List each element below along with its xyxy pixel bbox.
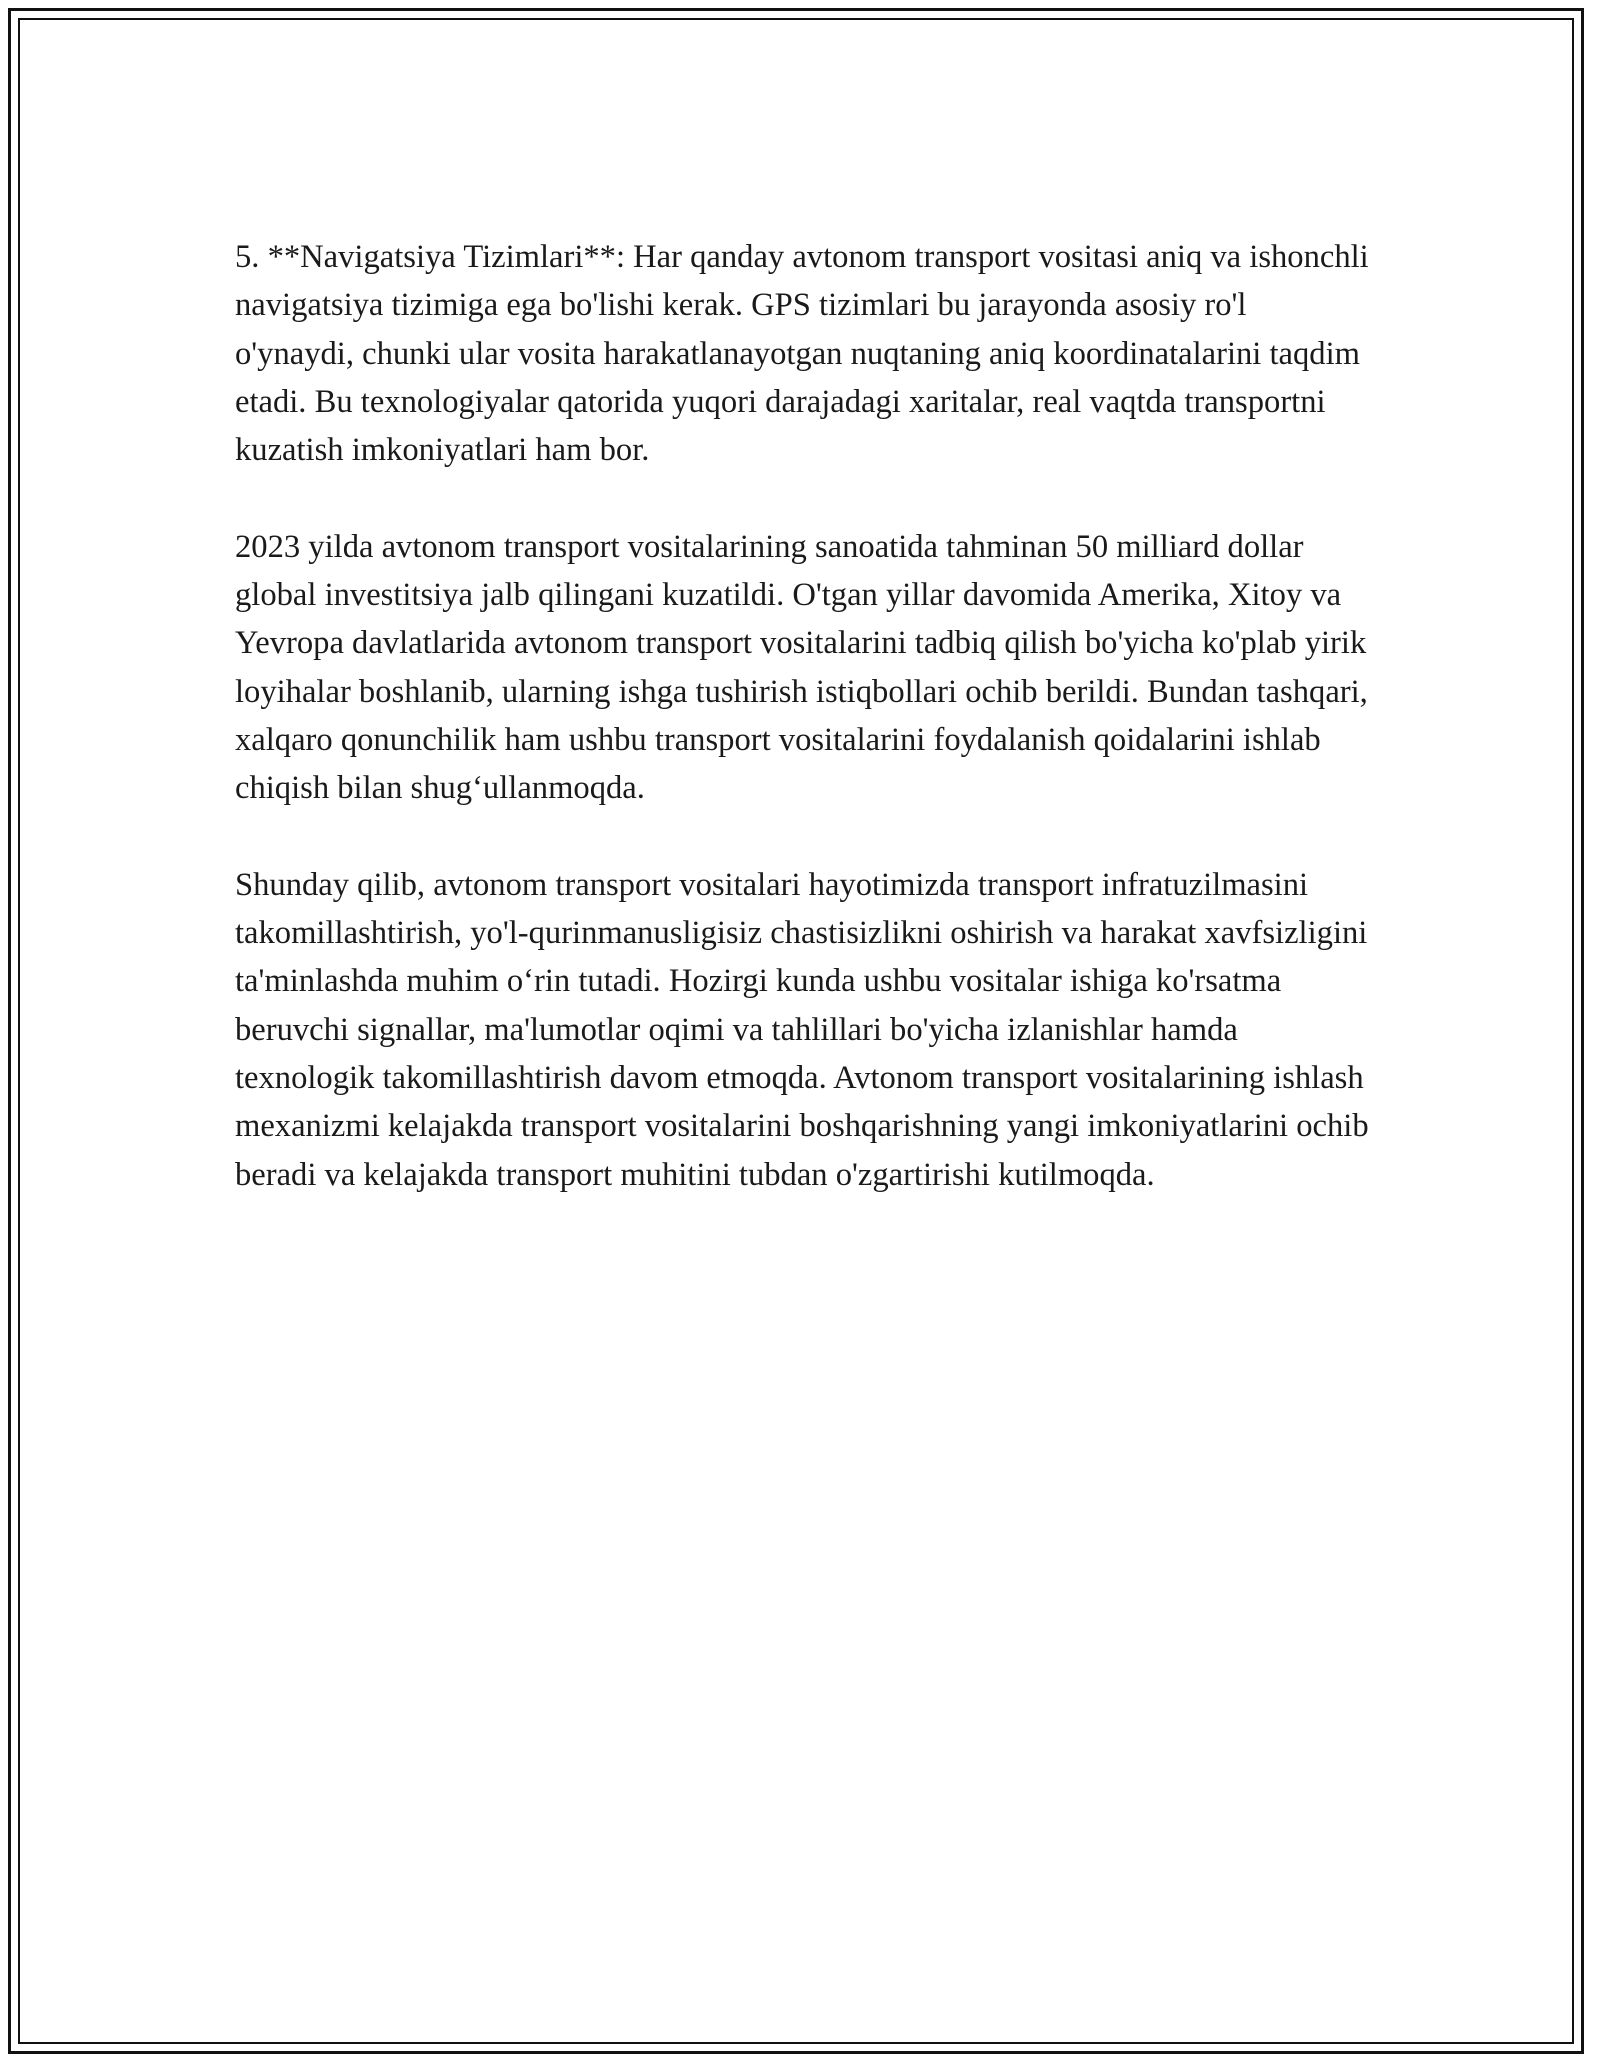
document-body (235, 233, 1370, 1247)
paragraph-investment-2023: 2023 yilda avtonom transport vositalarining sanoatida tahminan 50 milliard dollar global investitsiya jalb qilingani kuzatildi. O'tgan yillar davomida Amerika, Xitoy va Yevropa davlatlarida avtonom transport vositalarini tadbiq qilish bo'yicha ko'plab yirik loyihalar boshlanib, ularning ishga tushirish istiqbollari ochib berildi. Bundan tashqari, xalqaro qonunchilik ham ushbu transport vositalarini foydalanish qoidalarini ishlab chiqish bilan shug‘ullanmoqda. (235, 528, 1368, 807)
paragraph-conclusion: Shunday qilib, avtonom transport vositalari hayotimizda transport infratuzilmasini takomillashtirish, yo'l-qurinmanusligisiz chastisizlikni oshirish va harakat xavfsizligini ta'minlashda muhim o‘rin tutadi. Hozirgi kunda ushbu vositalar ishiga ko'rsatma beruvchi signallar, ma'lumotlar oqimi va tahlillari bo'yicha izlanishlar hamda texnologik takomillashtirish davom etmoqda. Avtonom transport vositalarining ishlash mexanizmi kelajakda transport vositalarini boshqarishning yangi imkoniyatlarini ochib beradi va kelajakda transport muhitini tubdan o'zgartirishi kutilmoqda. (235, 866, 1369, 1193)
paragraph-navigation-systems: 5. **Navigatsiya Tizimlari**: Har qanday avtonom transport vositasi aniq va ishonchli navigatsiya tizimiga ega bo'lishi kerak. GPS tizimlari bu jarayonda asosiy ro'l o'ynaydi, chunki ular vosita harakatlanayotgan nuqtaning aniq koordinatalarini taqdim etadi. Bu texnologiyalar qatorida yuqori darajadagi xaritalar, real vaqtda transportni kuzatish imkoniyatlari ham bor. (235, 239, 1369, 469)
